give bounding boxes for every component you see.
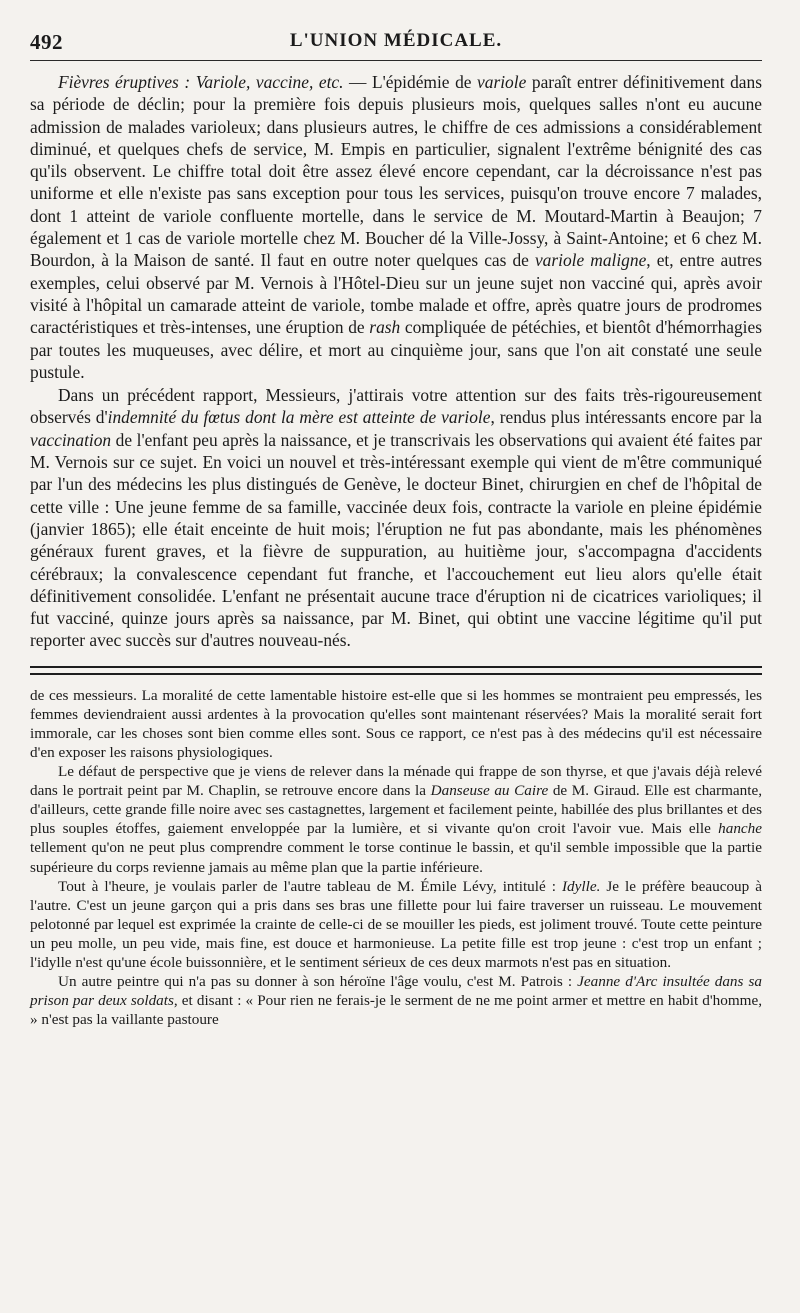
emphasis: Jeanne d'Arc insultée dans sa prison par deux soldats	[30, 973, 762, 1010]
emphasis: Idylle.	[562, 877, 601, 895]
feuilleton-paragraph: de ces messieurs. La moralité de cette lamentable histoire est-elle que si les hommes se montraient peu empressés, les femmes deviendraient aussi ardentes à la provocation qu'elles sont maintenant réservées? Mais la moralité serait fort immorale, car les choses sont bien comme elles sont. Sous ce rapport, ce n'est pas à des médecins qu'il est nécessaire d'en exposer les raisons physiologiques.	[30, 686, 762, 761]
text-run: , et disant : « Pour rien ne ferais-je le serment de ne me point armer et mettre en habit d'homme, » n'est pas la vaillante pastoure	[30, 992, 762, 1029]
text-run: de M. Giraud. Elle est charmante, d'ailleurs, cette grande fille noire avec ses castagnettes, largement et facilement peinte, habillée des plus brillantes et des plus souples étoffes, gaiement enveloppée par la lumière, et si vivante qu'on croit l'avoir vue. Mais elle	[30, 782, 762, 838]
text-run: tellement qu'on ne peut plus comprendre comment le torse continue le bassin, et qu'il semble impossible que la partie supérieure du corps revienne jamais au même plan que la partie inférieure.	[30, 839, 762, 876]
emphasis: indemnité du fœtus dont la mère est atteinte de variole	[107, 407, 491, 428]
emphasis: Danseuse au Caire	[430, 782, 549, 800]
text-run: compliquée de pétéchies, et bientôt d'hémorrhagies par toutes les muqueuses, avec délire, et mort au cinquième jour, sans que l'on ait constaté une seule pustule.	[30, 317, 762, 382]
running-title: L'UNION MÉDICALE.	[289, 30, 503, 51]
emphasis: variole	[477, 72, 527, 92]
feuilleton-column	[30, 686, 762, 1030]
text-run: , rendus plus intéressants encore par la	[490, 407, 762, 428]
text-run: , et, entre autres exemples, celui observé par M. Vernois à l'Hôtel-Dieu sur un jeune sujet non vacciné qui, après avoir visité à l'hôpital un camarade atteint de variole, tombe malade et offre, après quatre jours de prodromes caractéristiques et très-intenses, une éruption de	[30, 250, 762, 338]
feuilleton-paragraph	[30, 972, 762, 1029]
emphasis: hanche	[718, 820, 762, 838]
text-run: de l'enfant peu après la naissance, et je transcrivais les observations qui avaient été faites par M. Vernois sur ce sujet. En voici un nouvel et très-intéressant exemple qui vient de m'être communiqué par l'un des médecins les plus distingués de Genève, le docteur Binet, chirurgien en chef de l'hôpital de cette ville : Une jeune femme de sa famille, vaccinée deux fois, contracte la variole en pleine épidémie (janvier 1865); elle était enceinte de huit mois; l'éruption ne fut pas abondante, mais les phénomènes généraux furent graves, et la fièvre de suppuration, au huitième jour, s'accompagna d'accidents cérébraux; la convalescence cependant fut franche, et l'accouchement eut lieu alors qu'elle était définitivement consolidée. L'enfant ne présentait aucune trace d'éruption ni de cicatrices varioliques; il fut vacciné, quinze jours après sa naissance, par M. Binet, qui obtint une vaccine légitime qu'il put reporter avec succès sur d'autres nouveau-nés.	[30, 429, 762, 651]
text-run: paraît entrer définitivement dans sa période de déclin; pour la première fois depuis plusieurs mois, quelques salles n'ont eu aucune admission de malades varioleux; dans plusieurs autres, le chiffre de ces admissions a considérablement diminué, et quelques chefs de service, M. Empis en particulier, signalent l'extrême bénignité des cas qu'ils observent. Le chiffre total doit être assez élevé encore cependant, car la décroissance n'est pas uniforme et elle n'existe pas sans exception pour tous les services, puisqu'on trouve encore 7 malades, dont 1 atteint de variole confluente mortelle, dans le service de M. Moutard-Martin à Beaujon; 7 également et 1 cas de variole mortelle chez M. Boucher dé la Ville-Jossy, à Saint-Antoine; et 6 chez M. Bourdon, à la Maison de santé. Il faut en outre noter quelques cas de	[30, 72, 762, 271]
emphasis: rash	[369, 317, 401, 338]
text-run: Dans un précédent rapport, Messieurs, j'attirais votre attention sur des faits très-rigoureusement observés d'	[30, 385, 762, 428]
text-run: — L'épidémie de	[343, 72, 478, 92]
paragraph-variole	[30, 71, 762, 383]
text-run: Un autre peintre qui n'a pas su donner à son héroïne l'âge voulu, c'est M. Patrois :	[58, 973, 578, 991]
main-column	[30, 71, 762, 652]
emphasis: variole maligne	[534, 250, 647, 271]
page-number: 492	[30, 30, 63, 54]
header-rule	[30, 60, 762, 61]
text-run: Tout à l'heure, je voulais parler de l'autre tableau de M. Émile Lévy, intitulé :	[58, 877, 562, 895]
page-header	[30, 22, 762, 58]
paragraph-binet	[30, 384, 762, 652]
feuilleton-paragraph	[30, 877, 762, 972]
section-heading: Fièvres éruptives : Variole, vaccine, etc.	[58, 72, 344, 92]
feuilleton-separator	[30, 666, 762, 675]
text-run: Le défaut de perspective que je viens de relever dans la ménade qui frappe de son thyrse, et que j'avais déjà relevé dans le portrait peint par M. Chaplin, se retrouve encore dans la	[30, 763, 762, 800]
emphasis: vaccination	[30, 429, 112, 450]
feuilleton-paragraph	[30, 762, 762, 877]
text-run: Je le préfère beaucoup à l'autre. C'est un jeune garçon qui a pris dans ses bras une fillette pour lui faire traverser un ruisseau. Le mouvement pelotonné par lequel est exprimée la crainte de celle-ci de se mouiller les pieds, est joliment trouvé. Toute cette peinture un peu molle, un peu vide, mais fine, est douce et harmonieuse. La petite fille est trop jeune : c'est trop un enfant ; l'idylle n'est qu'une école buissonnière, et le sentiment sérieux de ces deux marmots n'est pas en situation.	[30, 877, 762, 972]
